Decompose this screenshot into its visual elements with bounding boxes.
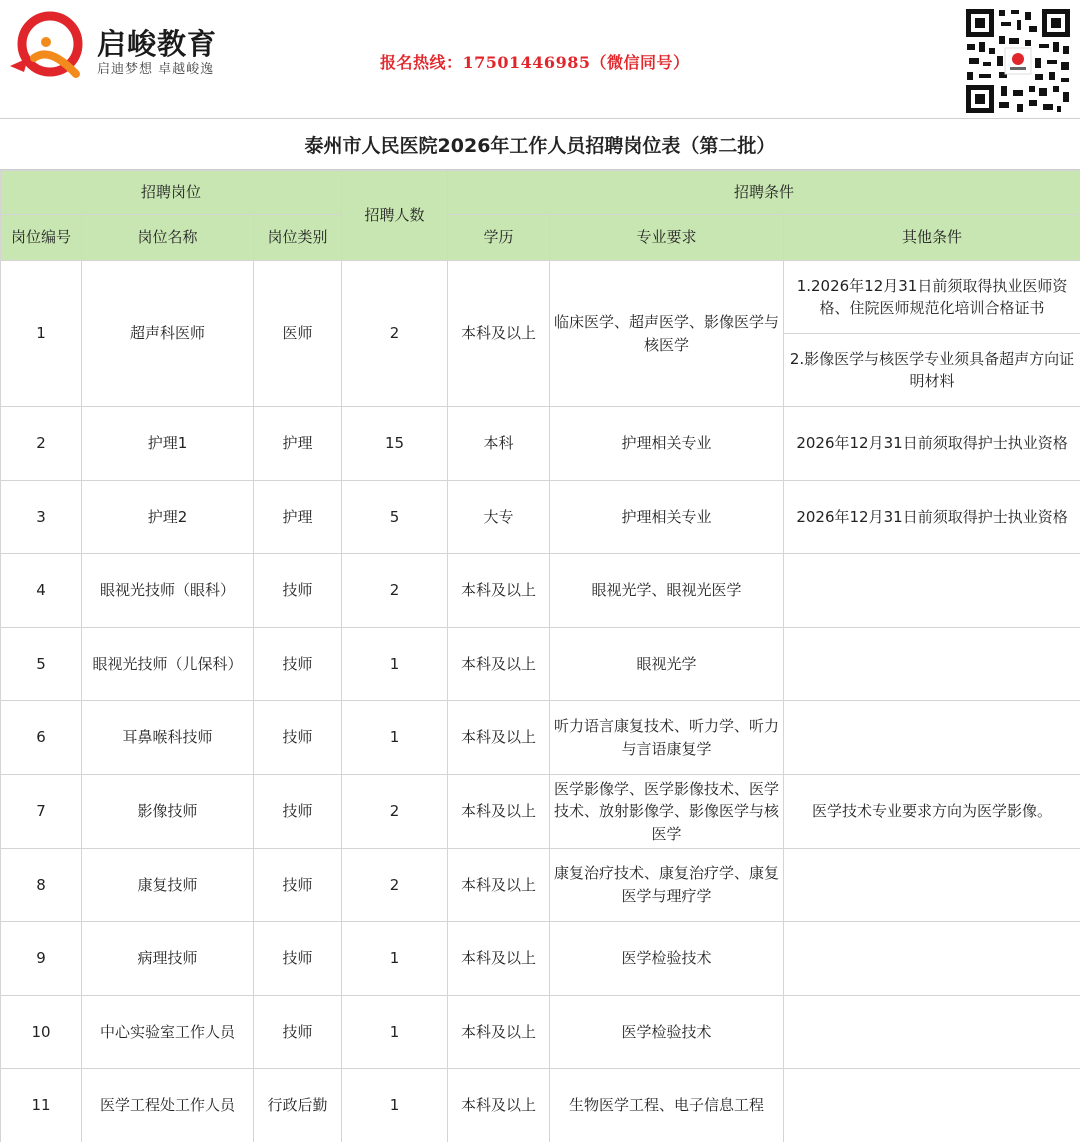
hotline-text: 报名热线：17501446985（微信同号） <box>380 53 690 72</box>
table-row <box>1 922 1080 996</box>
header-conditions: 招聘条件 <box>448 171 1080 215</box>
cell-category: 技师 <box>254 701 342 775</box>
cell-other: 医学技术专业要求方向为医学影像。 <box>784 774 1080 848</box>
header-category: 岗位类别 <box>254 215 342 261</box>
cell-education: 本科及以上 <box>448 848 550 922</box>
cell-count: 1 <box>342 922 448 996</box>
cell-major: 生物医学工程、电子信息工程 <box>550 1069 784 1142</box>
table-row <box>1 407 1080 481</box>
header-count: 招聘人数 <box>342 171 448 261</box>
cell-major: 医学检验技术 <box>550 922 784 996</box>
brand-logo-icon <box>6 6 90 86</box>
qr-code-icon <box>963 6 1073 116</box>
cell-no: 2 <box>1 407 82 481</box>
header-post: 招聘岗位 <box>1 171 342 215</box>
cell-category: 技师 <box>254 627 342 701</box>
header-no: 岗位编号 <box>1 215 82 261</box>
cell-count: 2 <box>342 774 448 848</box>
cell-category: 技师 <box>254 995 342 1069</box>
cell-category: 技师 <box>254 848 342 922</box>
cell-category: 医师 <box>254 261 342 407</box>
table-row <box>1 627 1080 701</box>
cell-other <box>784 701 1080 775</box>
cell-education: 本科及以上 <box>448 995 550 1069</box>
cell-count: 1 <box>342 701 448 775</box>
cell-other: 2.影像医学与核医学专业须具备超声方向证明材料 <box>784 334 1080 407</box>
cell-count: 2 <box>342 848 448 922</box>
cell-other: 1.2026年12月31日前须取得执业医师资格、住院医师规范化培训合格证书 <box>784 261 1080 334</box>
cell-count: 1 <box>342 627 448 701</box>
cell-category: 行政后勤 <box>254 1069 342 1142</box>
cell-count: 1 <box>342 1069 448 1142</box>
table-row <box>1 701 1080 775</box>
cell-name: 护理2 <box>82 480 254 554</box>
cell-education: 本科及以上 <box>448 922 550 996</box>
cell-no: 5 <box>1 627 82 701</box>
cell-other <box>784 995 1080 1069</box>
cell-education: 本科及以上 <box>448 554 550 628</box>
cell-name: 超声科医师 <box>82 261 254 407</box>
cell-name: 护理1 <box>82 407 254 481</box>
cell-major: 医学检验技术 <box>550 995 784 1069</box>
cell-other: 2026年12月31日前须取得护士执业资格 <box>784 480 1080 554</box>
table-title: 泰州市人民医院2026年工作人员招聘岗位表（第二批） <box>304 134 776 157</box>
page-header <box>0 0 1080 118</box>
cell-education: 本科及以上 <box>448 701 550 775</box>
cell-count: 5 <box>342 480 448 554</box>
cell-major: 康复治疗技术、康复治疗学、康复医学与理疗学 <box>550 848 784 922</box>
cell-no: 8 <box>1 848 82 922</box>
cell-no: 9 <box>1 922 82 996</box>
cell-other <box>784 554 1080 628</box>
brand-slogan: 启迪梦想 卓越峻逸 <box>97 62 215 77</box>
cell-category: 技师 <box>254 554 342 628</box>
cell-count: 15 <box>342 407 448 481</box>
cell-no: 1 <box>1 261 82 407</box>
cell-education: 本科及以上 <box>448 1069 550 1142</box>
recruitment-table <box>0 170 1080 1142</box>
cell-other <box>784 922 1080 996</box>
cell-count: 2 <box>342 261 448 407</box>
cell-no: 6 <box>1 701 82 775</box>
header-row-sub <box>1 215 1080 261</box>
cell-name: 医学工程处工作人员 <box>82 1069 254 1142</box>
header-other: 其他条件 <box>784 215 1080 261</box>
cell-name: 眼视光技师（儿保科） <box>82 627 254 701</box>
cell-no: 7 <box>1 774 82 848</box>
header-name: 岗位名称 <box>82 215 254 261</box>
cell-education: 本科及以上 <box>448 261 550 407</box>
cell-other: 2026年12月31日前须取得护士执业资格 <box>784 407 1080 481</box>
cell-education: 本科及以上 <box>448 774 550 848</box>
header-education: 学历 <box>448 215 550 261</box>
cell-major: 眼视光学 <box>550 627 784 701</box>
cell-education: 本科及以上 <box>448 627 550 701</box>
table-row <box>1 774 1080 848</box>
cell-no: 11 <box>1 1069 82 1142</box>
cell-major: 医学影像学、医学影像技术、医学技术、放射影像学、影像医学与核医学 <box>550 774 784 848</box>
cell-name: 影像技师 <box>82 774 254 848</box>
cell-count: 1 <box>342 995 448 1069</box>
cell-category: 技师 <box>254 922 342 996</box>
cell-name: 眼视光技师（眼科） <box>82 554 254 628</box>
cell-category: 护理 <box>254 480 342 554</box>
cell-education: 本科 <box>448 407 550 481</box>
table-row <box>1 480 1080 554</box>
cell-major: 听力语言康复技术、听力学、听力与言语康复学 <box>550 701 784 775</box>
cell-major: 临床医学、超声医学、影像医学与核医学 <box>550 261 784 407</box>
table-row <box>1 995 1080 1069</box>
cell-major: 护理相关专业 <box>550 480 784 554</box>
cell-education: 大专 <box>448 480 550 554</box>
table-row <box>1 1069 1080 1142</box>
cell-no: 3 <box>1 480 82 554</box>
cell-name: 康复技师 <box>82 848 254 922</box>
cell-category: 技师 <box>254 774 342 848</box>
cell-other <box>784 627 1080 701</box>
brand-name: 启峻教育 <box>97 27 218 61</box>
table-row <box>1 554 1080 628</box>
table-row <box>1 848 1080 922</box>
cell-name: 耳鼻喉科技师 <box>82 701 254 775</box>
cell-category: 护理 <box>254 407 342 481</box>
cell-other <box>784 848 1080 922</box>
cell-no: 10 <box>1 995 82 1069</box>
header-row-group <box>1 171 1080 215</box>
table-title-bar <box>0 118 1080 170</box>
cell-major: 眼视光学、眼视光医学 <box>550 554 784 628</box>
cell-count: 2 <box>342 554 448 628</box>
cell-name: 病理技师 <box>82 922 254 996</box>
header-major: 专业要求 <box>550 215 784 261</box>
cell-name: 中心实验室工作人员 <box>82 995 254 1069</box>
cell-other <box>784 1069 1080 1142</box>
cell-no: 4 <box>1 554 82 628</box>
table-row <box>1 261 1080 334</box>
cell-major: 护理相关专业 <box>550 407 784 481</box>
